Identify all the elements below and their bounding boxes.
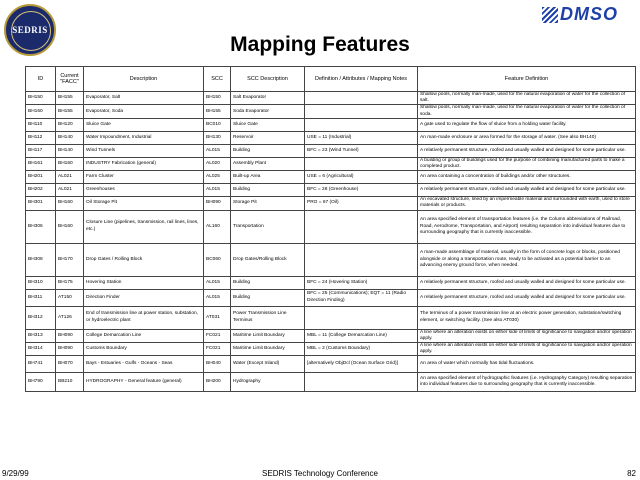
table-cell: PRO = 67 (Oil) [305, 197, 418, 210]
table-cell: BB210 [56, 373, 84, 392]
table-cell: End of transmission line at power station, substation, or hydroelectric plant [84, 306, 204, 329]
table-cell: BH170 [56, 243, 84, 276]
table-cell: An area of water which normally has tidal fluctuations. [418, 356, 636, 373]
table-cell: BH090 [56, 329, 84, 342]
table-cell: Building [231, 184, 305, 197]
table-cell: Reservoir [231, 131, 305, 144]
table-row [26, 289, 636, 306]
table-cell: Building [231, 289, 305, 306]
table-row [26, 105, 636, 118]
table-row [26, 210, 636, 243]
table-cell: AL160 [204, 210, 231, 243]
column-header: Description [84, 67, 204, 92]
column-header: SCC Description [231, 67, 305, 92]
table-row [26, 92, 636, 105]
table-row [26, 306, 636, 329]
slide-title: Mapping Features [230, 33, 410, 56]
table-cell: Greenhouses [84, 184, 204, 197]
table-cell: Farm Cluster [84, 171, 204, 184]
table-cell: BH110 [26, 118, 56, 131]
table-cell: AL015 [204, 276, 231, 289]
table-cell: AL015 [204, 184, 231, 197]
table-cell: A line where an alteration exists on either side of limits of significance to navigation and/or operation apply. [418, 343, 636, 356]
table-cell: [alternatively ObjDcl (Ocean Surface Grid)] [305, 356, 418, 373]
table-cell: BH790 [26, 373, 56, 392]
table-row [26, 184, 636, 197]
table-cell [305, 92, 418, 105]
table-cell: AL021 [56, 171, 84, 184]
mapping-features-table [25, 66, 636, 392]
table-cell: BH090 [56, 343, 84, 356]
table-cell [305, 243, 418, 276]
table-cell: BH201 [26, 171, 56, 184]
table-cell: BH160 [56, 157, 84, 170]
table-cell: College Demarcation Line [84, 329, 204, 342]
table-cell: BFC = 25 (Communications); EQT = 11 (Radio Direction Finding) [305, 289, 418, 306]
footer-date: 9/29/99 [2, 469, 29, 478]
table-cell: Oil Storage Pit [84, 197, 204, 210]
table-cell: A building or group of buildings used for the purpose of combining manufactured parts to make a completed product. [418, 157, 636, 170]
table-cell: Assembly Plant [231, 157, 305, 170]
table-cell: Power Transmission Line Terminus [231, 306, 305, 329]
table-cell: BH160 [26, 105, 56, 118]
table-cell: AT126 [56, 306, 84, 329]
table-cell: BH070 [56, 356, 84, 373]
column-header: Definition / Attributes / Mapping Notes [305, 67, 418, 92]
sedris-logo-text: SEDRIS [12, 25, 48, 35]
table-cell: Maritime Limit Boundary [231, 343, 305, 356]
table-row [26, 356, 636, 373]
table-body [26, 92, 636, 392]
table-cell: BH308 [26, 243, 56, 276]
table-cell: BH155 [204, 105, 231, 118]
table-cell: Wind Tunnels [84, 144, 204, 157]
table-cell: Drop Gates / Rolling Block [84, 243, 204, 276]
table-cell: A relatively permanent structure, roofed and usually walled and designed for some particular use. [418, 144, 636, 157]
table-cell: Building [231, 144, 305, 157]
table-row [26, 276, 636, 289]
table-row [26, 329, 636, 342]
table-cell: BFC = 24 (Hovering Station) [305, 276, 418, 289]
table-cell: Sluice Gate [231, 118, 305, 131]
table-row [26, 118, 636, 131]
table-cell: BH311 [26, 289, 56, 306]
table-row [26, 171, 636, 184]
table-cell: A relatively permanent structure, roofed and usually walled and designed for some particular use. [418, 184, 636, 197]
table-cell: BH117 [26, 144, 56, 157]
table-cell: A relatively permanent structure, roofed and usually walled and designed for some particular use. [418, 276, 636, 289]
table-cell: BH120 [56, 118, 84, 131]
column-header: Feature Definition [418, 67, 636, 92]
table-cell [305, 105, 418, 118]
table-cell [305, 157, 418, 170]
table-cell: USE = 11 (Industrial) [305, 131, 418, 144]
table-cell: A line where an alteration exists on either side of limits of significance to navigation and/or operation apply. [418, 329, 636, 342]
table-cell: Maritime Limit Boundary [231, 329, 305, 342]
table-cell: BH040 [204, 356, 231, 373]
table-cell: BH741 [26, 356, 56, 373]
table-cell: AL015 [204, 289, 231, 306]
table-cell: Built-up Area [231, 171, 305, 184]
table-row [26, 157, 636, 170]
table-cell: Evaporator, Salt [84, 92, 204, 105]
table-cell: Soda Evaporator [231, 105, 305, 118]
table-cell: Transportation [231, 210, 305, 243]
table-cell: BFC = 23 (Wind Tunnel) [305, 144, 418, 157]
table-row [26, 343, 636, 356]
column-header: SCC [204, 67, 231, 92]
table-cell: AT150 [56, 289, 84, 306]
dmso-logo-mark [542, 7, 558, 23]
table-cell: BH313 [26, 329, 56, 342]
table-cell: BH202 [26, 184, 56, 197]
table-cell: AL020 [204, 157, 231, 170]
table-cell: BH200 [204, 373, 231, 392]
table-cell: BH130 [204, 131, 231, 144]
table-cell: The terminus of a power transmission line at an electric power generation, substation/switching element, or switching facility. (See also AT030) [418, 306, 636, 329]
table-cell: A gate used to regulate the flow of sluice from a holding water facility. [418, 118, 636, 131]
table-cell: AL025 [204, 171, 231, 184]
table-cell: Sluice Gate [84, 118, 204, 131]
table-cell: Water (Except Inland) [231, 356, 305, 373]
table-cell: Storage Pit [231, 197, 305, 210]
table-cell: MBL = 2 (Customs Boundary) [305, 343, 418, 356]
table-cell: An man-made enclosure or area formed for the storage of water. (See also BH140) [418, 131, 636, 144]
table-cell: An area containing a concentration of buildings and/or other structures. [418, 171, 636, 184]
table-cell: BC010 [204, 118, 231, 131]
table-cell: BH155 [56, 92, 84, 105]
table-cell: Evaporator, Soda [84, 105, 204, 118]
table-cell: BH112 [26, 131, 56, 144]
footer-conference: SEDRIS Technology Conference [262, 469, 378, 478]
table-cell: AL015 [204, 144, 231, 157]
table-cell: Building [231, 276, 305, 289]
table-cell: BH150 [26, 92, 56, 105]
table-cell: A relatively permanent structure, roofed and usually walled and designed for some particular use. [418, 289, 636, 306]
table-cell: Salt Evaporator [231, 92, 305, 105]
dmso-logo-text: DMSO [560, 4, 618, 24]
column-header: ID [26, 67, 56, 92]
table-cell [305, 306, 418, 329]
table-cell: INDUSTRY Fabrication (general) [84, 157, 204, 170]
table-cell: Customs Boundary [84, 343, 204, 356]
table-cell: An area specified element of hydrographic features (i.e. Hydrography Category) resulting separation into individual features due to surrounding geography that is currently inaccessible. [418, 373, 636, 392]
table-cell: BFC = 28 (Greenhouse) [305, 184, 418, 197]
table-cell: FC021 [204, 343, 231, 356]
table-cell: BH314 [26, 343, 56, 356]
table-cell: Drop Gates/Rolling Block [231, 243, 305, 276]
table-cell: BH160 [56, 210, 84, 243]
table-cell: BH150 [204, 92, 231, 105]
table-cell: BH155 [56, 105, 84, 118]
table-cell: Shallow pools, normally man-made, used for the natural evaporation of water for the collection of soda. [418, 105, 636, 118]
dmso-logo [542, 4, 634, 26]
table-row [26, 131, 636, 144]
table-cell: Bays - Estuaries - Gulfs - Oceans - Seas [84, 356, 204, 373]
table-cell: BH175 [56, 276, 84, 289]
table-cell: BH312 [26, 306, 56, 329]
footer-page-number: 82 [627, 469, 636, 478]
table-cell: BH301 [26, 197, 56, 210]
table-cell: BH310 [26, 276, 56, 289]
table-cell: USE = 6 (Agricultural) [305, 171, 418, 184]
table-cell: BH140 [56, 144, 84, 157]
table-cell [305, 118, 418, 131]
table-cell: Water Impoundment, Industrial [84, 131, 204, 144]
table-cell: BH140 [56, 131, 84, 144]
table-cell [305, 210, 418, 243]
table-cell: Hovering Station [84, 276, 204, 289]
table-cell: AT031 [204, 306, 231, 329]
table-cell: BH161 [26, 157, 56, 170]
table-row [26, 373, 636, 392]
table-row [26, 197, 636, 210]
column-header: Current "FACC" [56, 67, 84, 92]
table-cell: Shallow pools, normally man-made, used for the natural evaporation of water for the collection of salt. [418, 92, 636, 105]
table-cell: HYDROGRAPHY - General feature (general) [84, 373, 204, 392]
table-cell: BH090 [204, 197, 231, 210]
table-cell: A man-made assemblage of material, usually in the form of concrete logs or blocks, positioned alongside or along a transportation route, ready to be activated as a potential barrier to an advancing enemy ground force, when needed. [418, 243, 636, 276]
table-cell [305, 373, 418, 392]
table-cell: An area specified element of transportation features (i.e. the Column abbreviations of Railroad, Road, Aerodrome, Transportation, and Airport) resulting separation into individual features due to surrounding geography that is currently inaccessible. [418, 210, 636, 243]
table-cell: BH306 [26, 210, 56, 243]
table-cell: An excavated structure, lined by an impermeable material and surrounded with earth, used to store materials or products. [418, 197, 636, 210]
table-header-row [26, 67, 636, 92]
table-cell: Hydrography [231, 373, 305, 392]
table-cell: BC060 [204, 243, 231, 276]
table-cell: Direction Finder [84, 289, 204, 306]
table-cell: BH160 [56, 197, 84, 210]
table-row [26, 243, 636, 276]
table-cell: MBL = 11 (College Demarcation Line) [305, 329, 418, 342]
table-cell: AL021 [56, 184, 84, 197]
table-row [26, 144, 636, 157]
table-cell: Closure Line (pipelines, transmission, rail lines, lines, etc.) [84, 210, 204, 243]
table-cell: FC021 [204, 329, 231, 342]
